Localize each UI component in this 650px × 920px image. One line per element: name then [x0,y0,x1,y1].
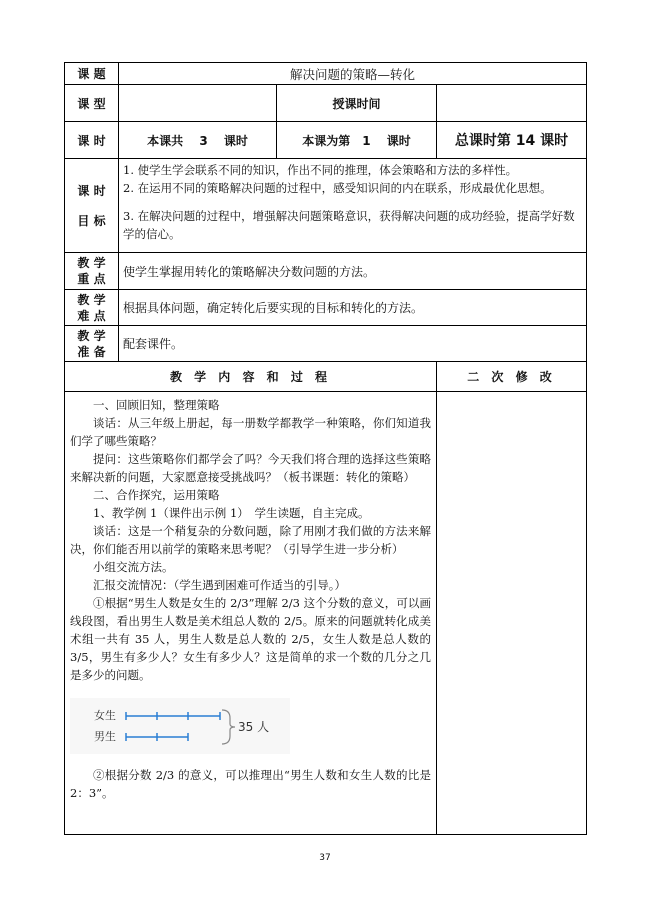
focus-text: 使学生掌握用转化的策略解决分数问题的方法。 [119,253,587,290]
process-paragraph: 1、教学例 1（课件出示例 1） 学生读题，自主完成。 [93,506,370,520]
process-paragraph: 一、回顾旧知，整理策略 [93,398,220,412]
focus-label [65,253,119,290]
process-heading: 教 学 内 容 和 过 程 [65,362,437,392]
difficulty-label-line1: 教 学 [77,292,106,307]
topic-value: 解决问题的策略—转化 [119,63,587,85]
preparation-row [65,326,587,362]
process-paragraph: 小组交流方法。 [93,560,174,574]
preparation-label-line1: 教 学 [77,328,106,343]
total-hours: 本课共 3 课时 [119,122,277,159]
goal-item: 2. 在运用不同的策略解决问题的过程中，感受知识间的内在联系，形成最优化思想。 [123,181,552,195]
goals-content [119,159,587,253]
process-paragraph: ②根据分数 2/3 的意义，可以推理出“男生人数和女生人数的比是 2：3”。 [70,768,431,800]
this-lesson-number: 本课为第 1 课时 [277,122,437,159]
focus-row [65,253,587,290]
segment-diagram-svg [70,698,290,754]
process-paragraph: 提问：这些策略你们都学会了吗？今天我们将合理的选择这些策略来解决新的问题，大家愿意接受挑战吗？（板书课题：转化的策略） [70,452,431,484]
difficulty-text: 根据具体问题，确定转化后要实现的目标和转化的方法。 [119,290,587,326]
topic-label: 课 题 [65,63,119,85]
process-content [65,392,437,835]
process-paragraph: 谈话：这是一个稍复杂的分数问题，除了用刚才我们做的方法来解决，你们能否用以前学的策略来思考呢？（引导学生进一步分析） [70,524,431,556]
goal-item: 3. 在解决问题的过程中，增强解决问题策略意识，获得解决问题的成功经验，提高学好数学的信心。 [123,209,575,241]
topic-row [65,63,587,85]
girls-label: 女生 [94,709,116,722]
type-label: 课 型 [65,85,119,122]
revision-heading: 二 次 修 改 [437,362,587,392]
type-value [119,85,277,122]
boys-label: 男生 [94,730,116,743]
process-paragraph: 谈话：从三年级上册起，每一册数学都教学一种策略，你们知道我们学了哪些策略？ [70,416,431,448]
goals-row [65,159,587,253]
process-paragraph: ①根据“男生人数是女生的 2/3”理解 2/3 这个分数的意义，可以画线段图，看出男生人数是美术组总人数的 2/5。原来的问题就转化成美术组一共有 35 人，男生人数是总人数的 2/5，女生人数是总人数的 3/5，男生有多少人？女生有多少人？这是简单的求一个数的几分之几是多少的问题。 [70,596,431,682]
focus-label-line1: 教 学 [77,256,106,270]
difficulty-label-line2: 难 点 [77,308,106,323]
page-number: 37 [319,853,331,863]
focus-label-line2: 重 点 [77,272,106,286]
total-label: 35 人 [238,720,270,734]
preparation-label [65,326,119,362]
overall-lesson-number: 总课时第 14 课时 [437,122,587,159]
goals-label [65,159,119,253]
difficulty-row [65,290,587,326]
hours-label: 课 时 [65,122,119,159]
hours-row [65,122,587,159]
line-segment-diagram [70,698,431,754]
process-paragraph: 二、合作探究，运用策略 [93,488,220,502]
revision-content [437,392,587,835]
teaching-time-label: 授课时间 [277,85,437,122]
lesson-plan-table [64,62,587,835]
preparation-text: 配套课件。 [119,326,587,362]
process-content-row [65,392,587,835]
difficulty-label [65,290,119,326]
goals-label-line1: 课 时 [77,183,106,198]
type-row [65,85,587,122]
process-header-row [65,362,587,392]
goals-label-line2: 目 标 [77,213,106,228]
teaching-time-value [437,85,587,122]
process-paragraph: 汇报交流情况：（学生遇到困难可作适当的引导。） [93,578,346,592]
goal-item: 1. 使学生学会联系不同的知识，作出不同的推理，体会策略和方法的多样性。 [123,163,518,177]
preparation-label-line2: 准 备 [77,344,106,359]
